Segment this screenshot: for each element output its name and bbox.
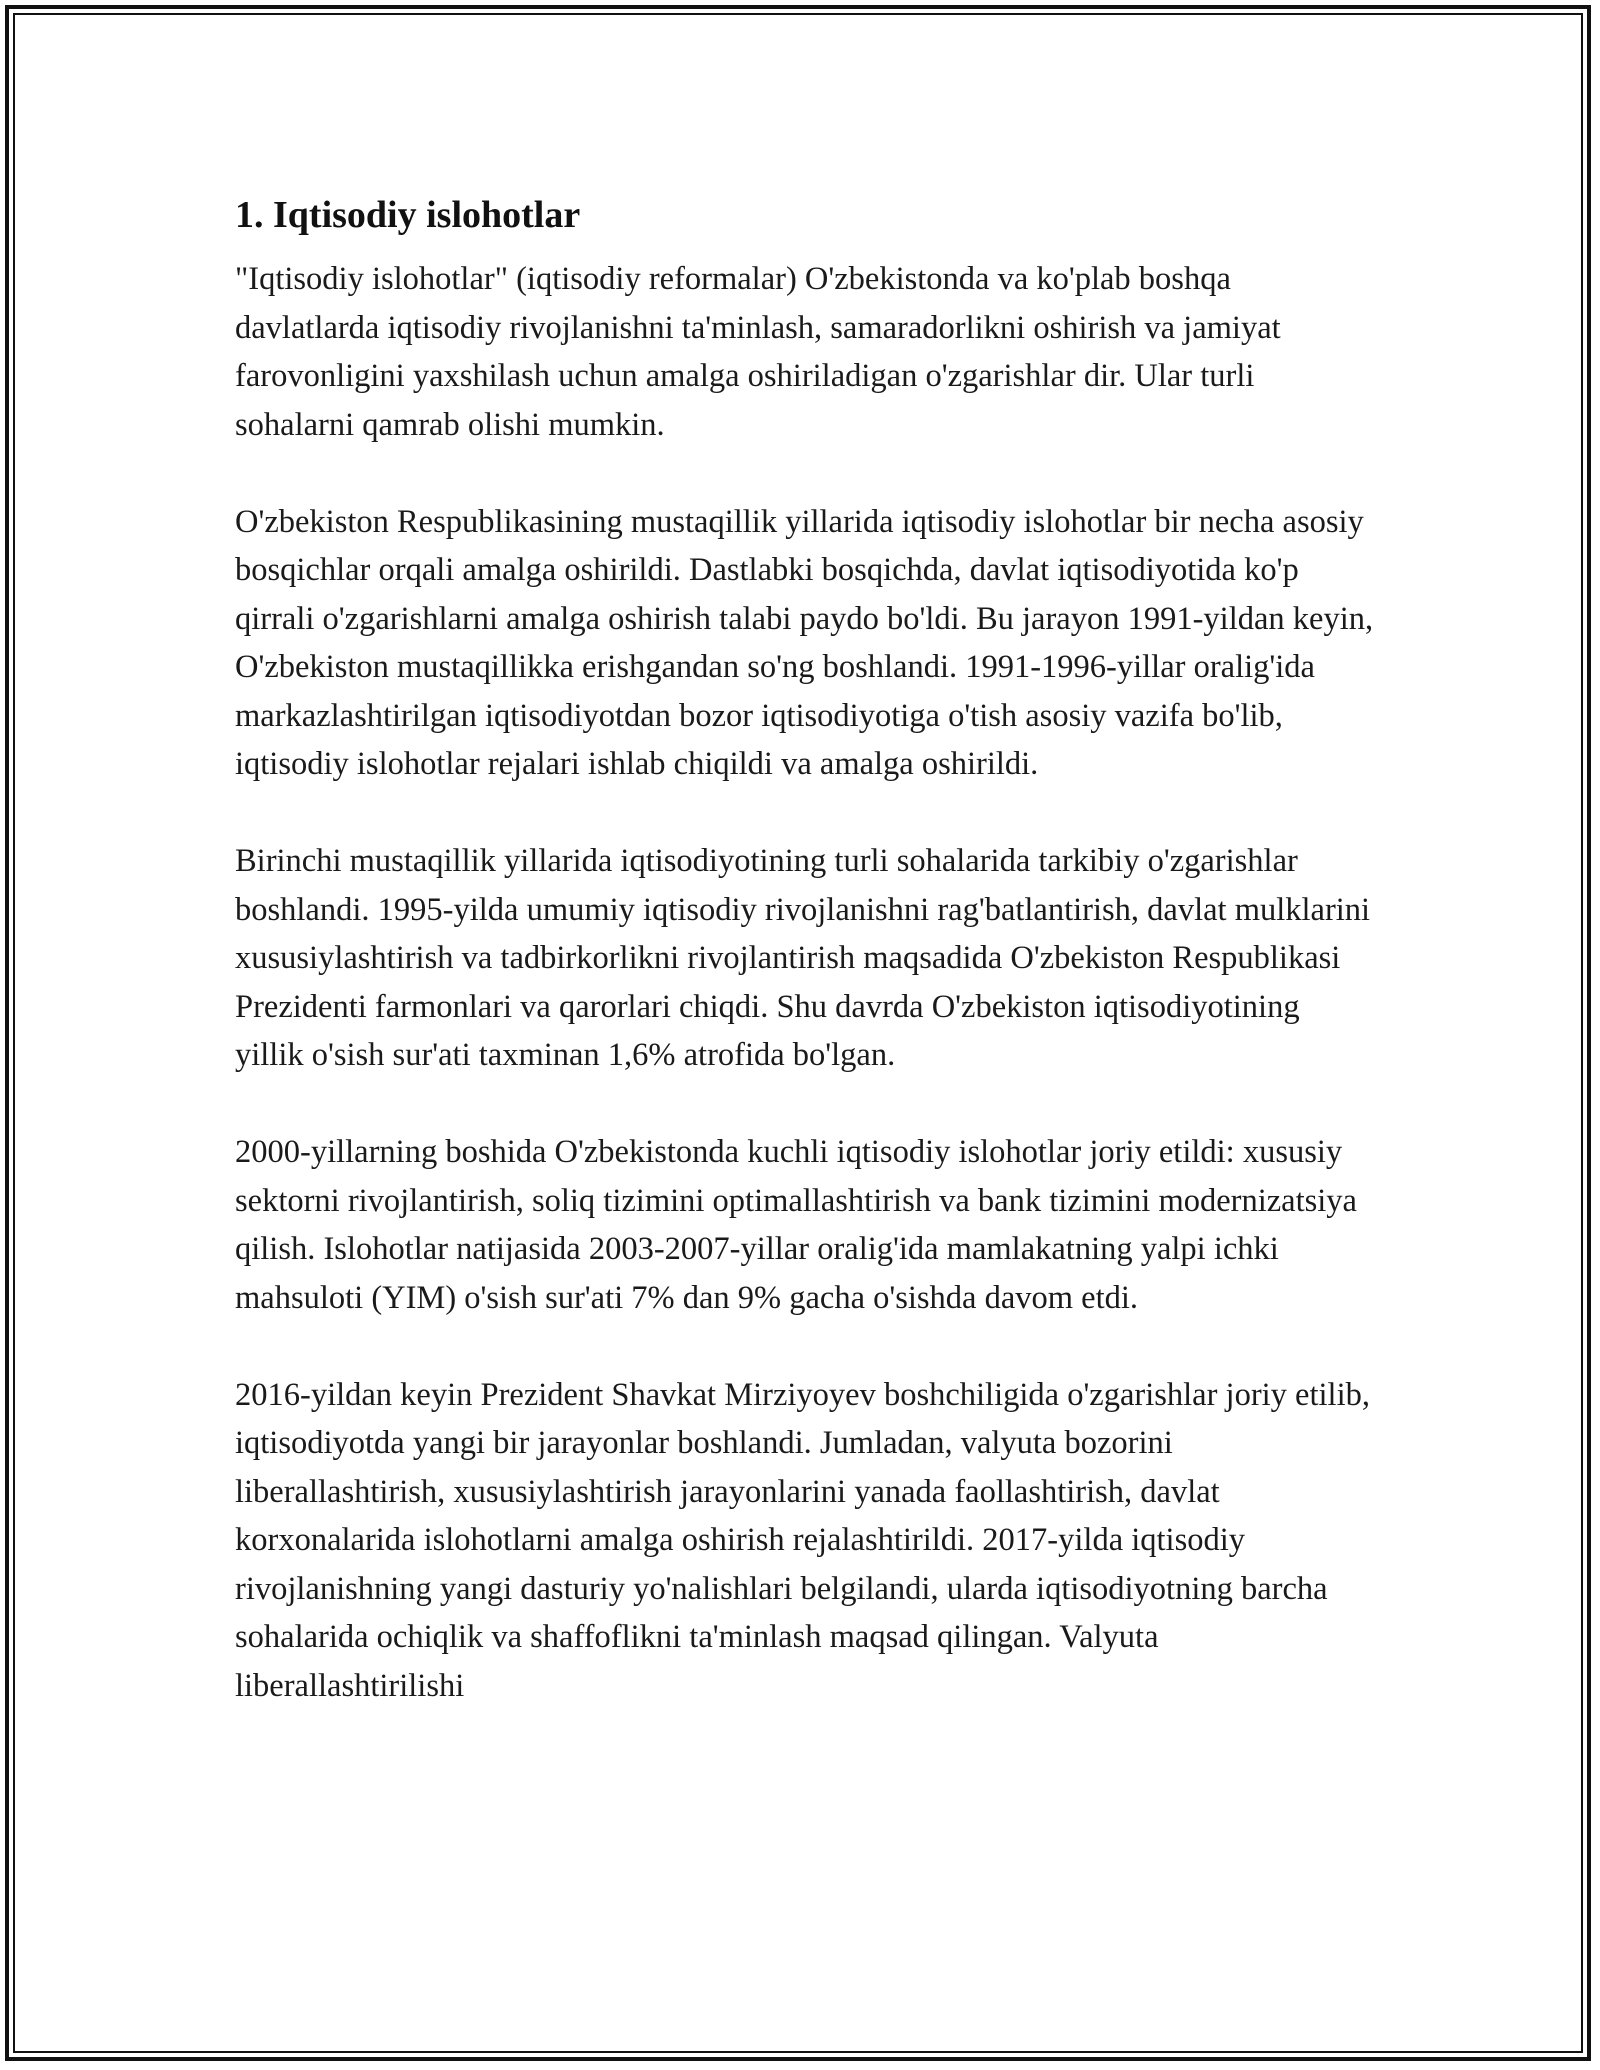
paragraph-5: 2016-yildan keyin Prezident Shavkat Mirziyoyev boshchiligida o'zgarishlar joriy etilib, iqtisodiyotda yangi bir jarayonlar boshlandi. Jumladan, valyuta bozorini liberallashtirish, xususiylashtirish jarayonlarini yanada faollashtirish, davlat korxonalarida islohotlarni amalga oshirish rejalashtirildi. 2017-yilda iqtisodiy rivojlanishning yangi dasturiy yo'nalishlari belgilandi, ularda iqtisodiyotning barcha sohalarida ochiqlik va shaffoflikni ta'minlash maqsad qilingan. Valyuta liberallashtirilishi — [235, 1376, 1370, 1704]
section-heading: 1. Iqtisodiy islohotlar — [235, 194, 581, 236]
paragraph-1: "Iqtisodiy islohotlar" (iqtisodiy reformalar) O'zbekistonda va ko'plab boshqa davlatlarda iqtisodiy rivojlanishni ta'minlash, samaradorlikni oshirish va jamiyat farovonligini yaxshilash uchun amalga oshiriladigan o'zgarishlar dir. Ular turli sohalarni qamrab olishi mumkin. — [235, 261, 1281, 443]
paragraph-2: O'zbekiston Respublikasining mustaqillik yillarida iqtisodiy islohotlar bir necha asosiy bosqichlar orqali amalga oshirildi. Dastlabki bosqichda, davlat iqtisodiyotida ko'p qirrali o'zgarishlarni amalga oshirish talabi paydo bo'ldi. Bu jarayon 1991-yildan keyin, O'zbekiston mustaqillikka erishgandan so'ng boshlandi. 1991-1996-yillar oralig'ida markazlashtirilgan iqtisodiyotdan bozor iqtisodiyotiga o'tish asosiy vazifa bo'lib, iqtisodiy islohotlar rejalari ishlab chiqildi va amalga oshirildi. — [235, 503, 1374, 782]
paragraph-4: 2000-yillarning boshida O'zbekistonda kuchli iqtisodiy islohotlar joriy etildi: xususiy sektorni rivojlantirish, soliq tizimini optimallashtirish va bank tizimini modernizatsiya qilish. Islohotlar natijasida 2003-2007-yillar oralig'ida mamlakatning yalpi ichki mahsuloti (YIM) o'sish sur'ati 7% dan 9% gacha o'sishda davom etdi. — [235, 1134, 1357, 1316]
paragraph-3: Birinchi mustaqillik yillarida iqtisodiyotining turli sohalarida tarkibiy o'zgarishlar boshlandi. 1995-yilda umumiy iqtisodiy rivojlanishni rag'batlantirish, davlat mulklarini xususiylashtirish va tadbirkorlikni rivojlantirish maqsadida O'zbekiston Respublikasi Prezidenti farmonlari va qarorlari chiqdi. Shu davrda O'zbekiston iqtisodiyotining yillik o'sish sur'ati taxminan 1,6% atrofida bo'lgan. — [235, 843, 1371, 1073]
document-body — [235, 185, 1375, 1759]
